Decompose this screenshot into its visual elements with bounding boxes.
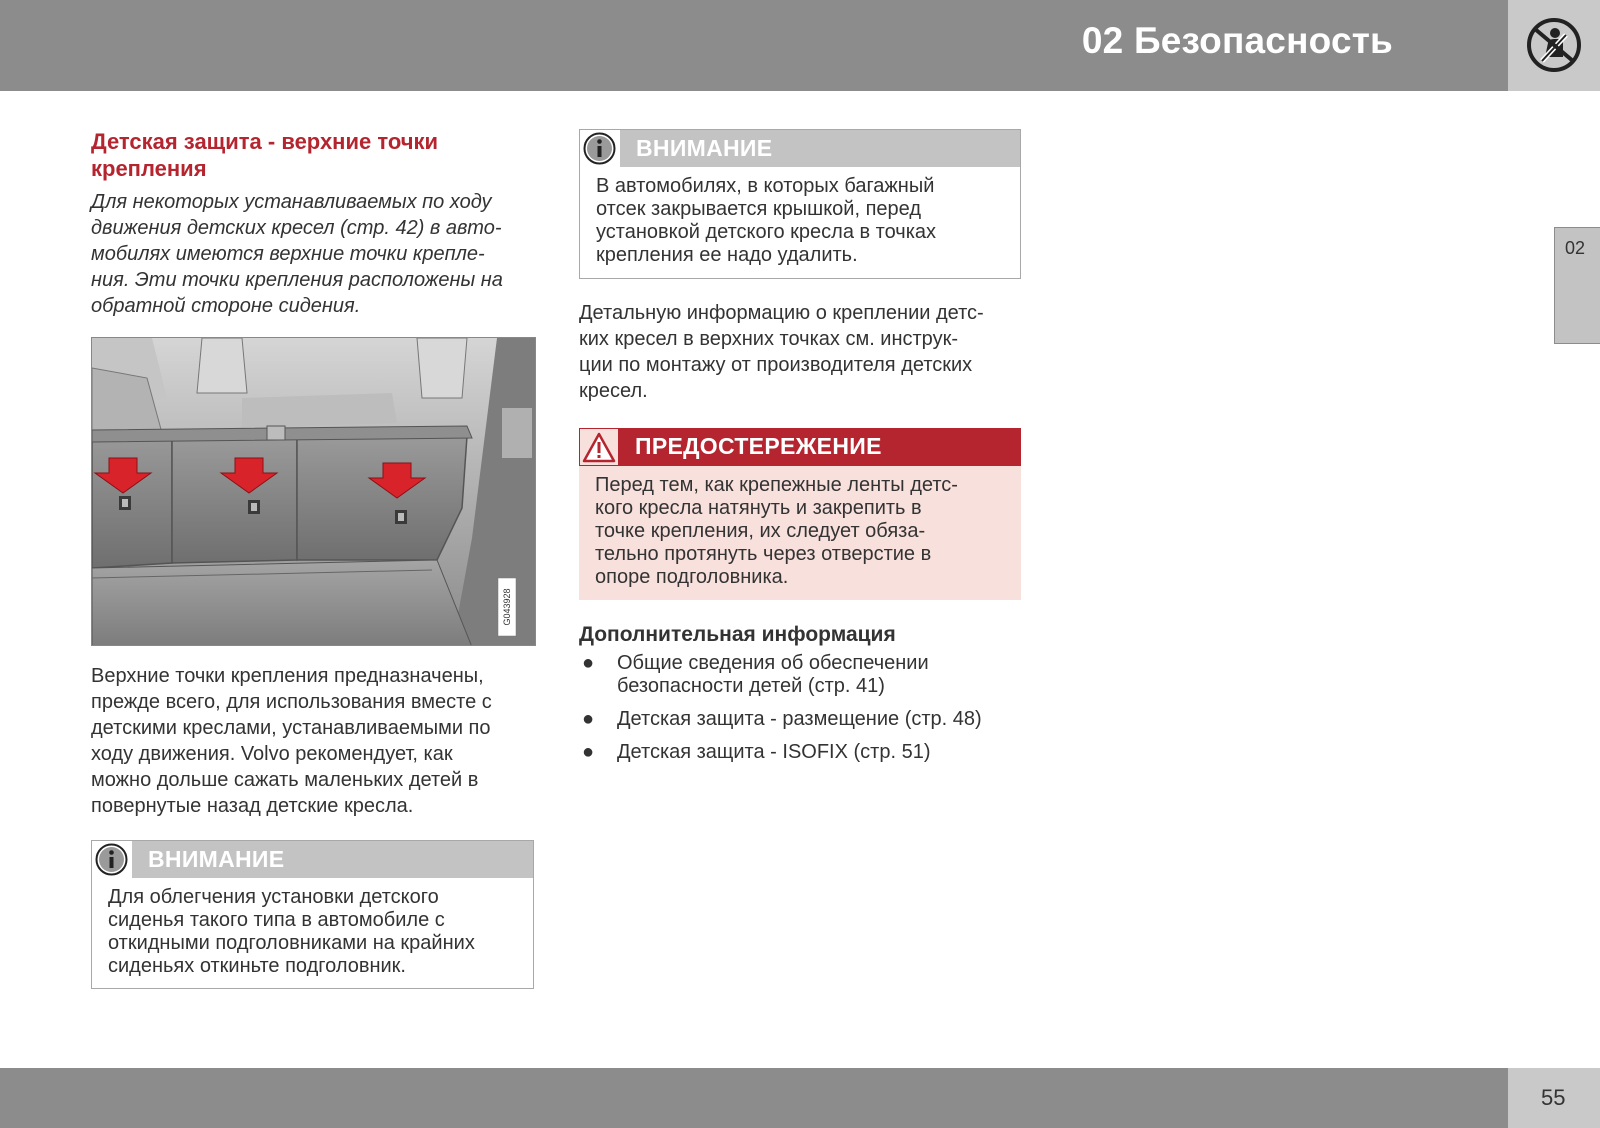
warning-line: кого кресла натянуть и закрепить в [595,497,922,519]
more-info-link[interactable] [579,708,1029,731]
note-header [92,841,533,878]
more-info-link[interactable] [579,741,1029,764]
info-icon [583,132,616,165]
side-tab-label: 02 [1565,238,1586,258]
bullet-icon: ● [582,708,595,730]
body-line: прежде всего, для использования вместе с [91,691,492,713]
warning-body [579,466,1021,599]
note-line: крепления ее надо удалить. [596,244,858,266]
intro-line: движения детских кресел (стр. 42) в авто- [91,217,502,239]
note-line: отсек закрывается крышкой, перед [596,198,921,220]
body-line: ходу движения. Volvo рекомендует, как [91,743,453,765]
section-title: Детская защита - верхние точки крепления [91,129,439,181]
note-line: откидными подголовниками на крайних [108,932,475,954]
body-line: ции по монтажу от производителя детских [579,354,973,376]
note-line: сиденьях откиньте подголовник. [108,955,406,977]
note-body [580,167,1020,277]
rear-seat-photo [91,337,536,646]
intro-paragraph [91,189,531,319]
note-box-headrest [91,840,534,989]
intro-line: мобилях имеются верхние точки крепле- [91,243,485,265]
warning-icon-cell [579,428,619,466]
note-line: установкой детского кресла в точках [596,221,937,243]
warning-line: Перед тем, как крепежные ленты детс- [595,474,958,496]
note-body [92,878,533,988]
warning-line: точке крепления, их следует обяза- [595,520,926,542]
note-line: В автомобилях, в которых багажный [596,175,935,197]
body-line: повернутые назад детские кресла. [91,795,414,817]
body-line: детскими креслами, устанавливаемыми по [91,717,491,739]
seatbelt-icon [1526,17,1582,73]
body-paragraph [579,300,1024,404]
header-bar [0,0,1508,91]
warning-line: опоре подголовника. [595,566,789,588]
link-line: безопасности детей (стр. 41) [617,675,885,697]
image-code: G043928 [502,588,512,626]
note-line: сиденья такого типа в автомобиле с [108,909,445,931]
warning-triangle-icon [582,432,616,463]
note-box-cargo-cover [579,129,1021,279]
link-line: Детская защита - размещение (стр. 48) [617,708,982,730]
body-line: кресел. [579,380,648,402]
link-line: Общие сведения об обеспечении [617,652,929,674]
more-info-title: Дополнительная информация [579,623,896,646]
body-line: Детальную информацию о креплении детс- [579,302,984,324]
note-header [580,130,1020,167]
more-info-link[interactable] [579,652,1029,698]
link-line: Детская защита - ISOFIX (стр. 51) [617,741,931,763]
note-icon-cell [580,130,620,167]
note-icon-cell [92,841,132,878]
body-line: ких кресел в верхних точках см. инструк- [579,328,958,350]
note-label: ВНИМАНИЕ [148,846,285,872]
warning-label: ПРЕДОСТЕРЕЖЕНИЕ [635,433,882,459]
intro-line: ния. Эти точки крепления расположены на [91,269,503,291]
page-number: 55 [1541,1085,1566,1110]
bullet-icon: ● [582,652,595,674]
intro-line: Для некоторых устанавливаемых по ходу [91,191,492,213]
chapter-title: 02 Безопасность [1081,20,1393,61]
note-label: ВНИМАНИЕ [636,135,773,161]
page-number-box [1508,1068,1600,1128]
warning-line: тельно протянуть через отверстие в [595,543,932,565]
warning-header [579,428,1021,466]
chapter-icon-box [1508,0,1600,91]
chapter-side-tab[interactable] [1554,227,1600,344]
more-info-list [579,652,1029,774]
warning-box [579,428,1021,600]
intro-line: обратной стороне сидения. [91,295,361,317]
body-line: Верхние точки крепления предназначены, [91,665,484,687]
footer-bar [0,1068,1508,1128]
body-paragraph [91,663,541,819]
info-icon [95,843,128,876]
body-line: можно дольше сажать маленьких детей в [91,769,479,791]
note-line: Для облегчения установки детского [108,886,439,908]
bullet-icon: ● [582,741,595,763]
